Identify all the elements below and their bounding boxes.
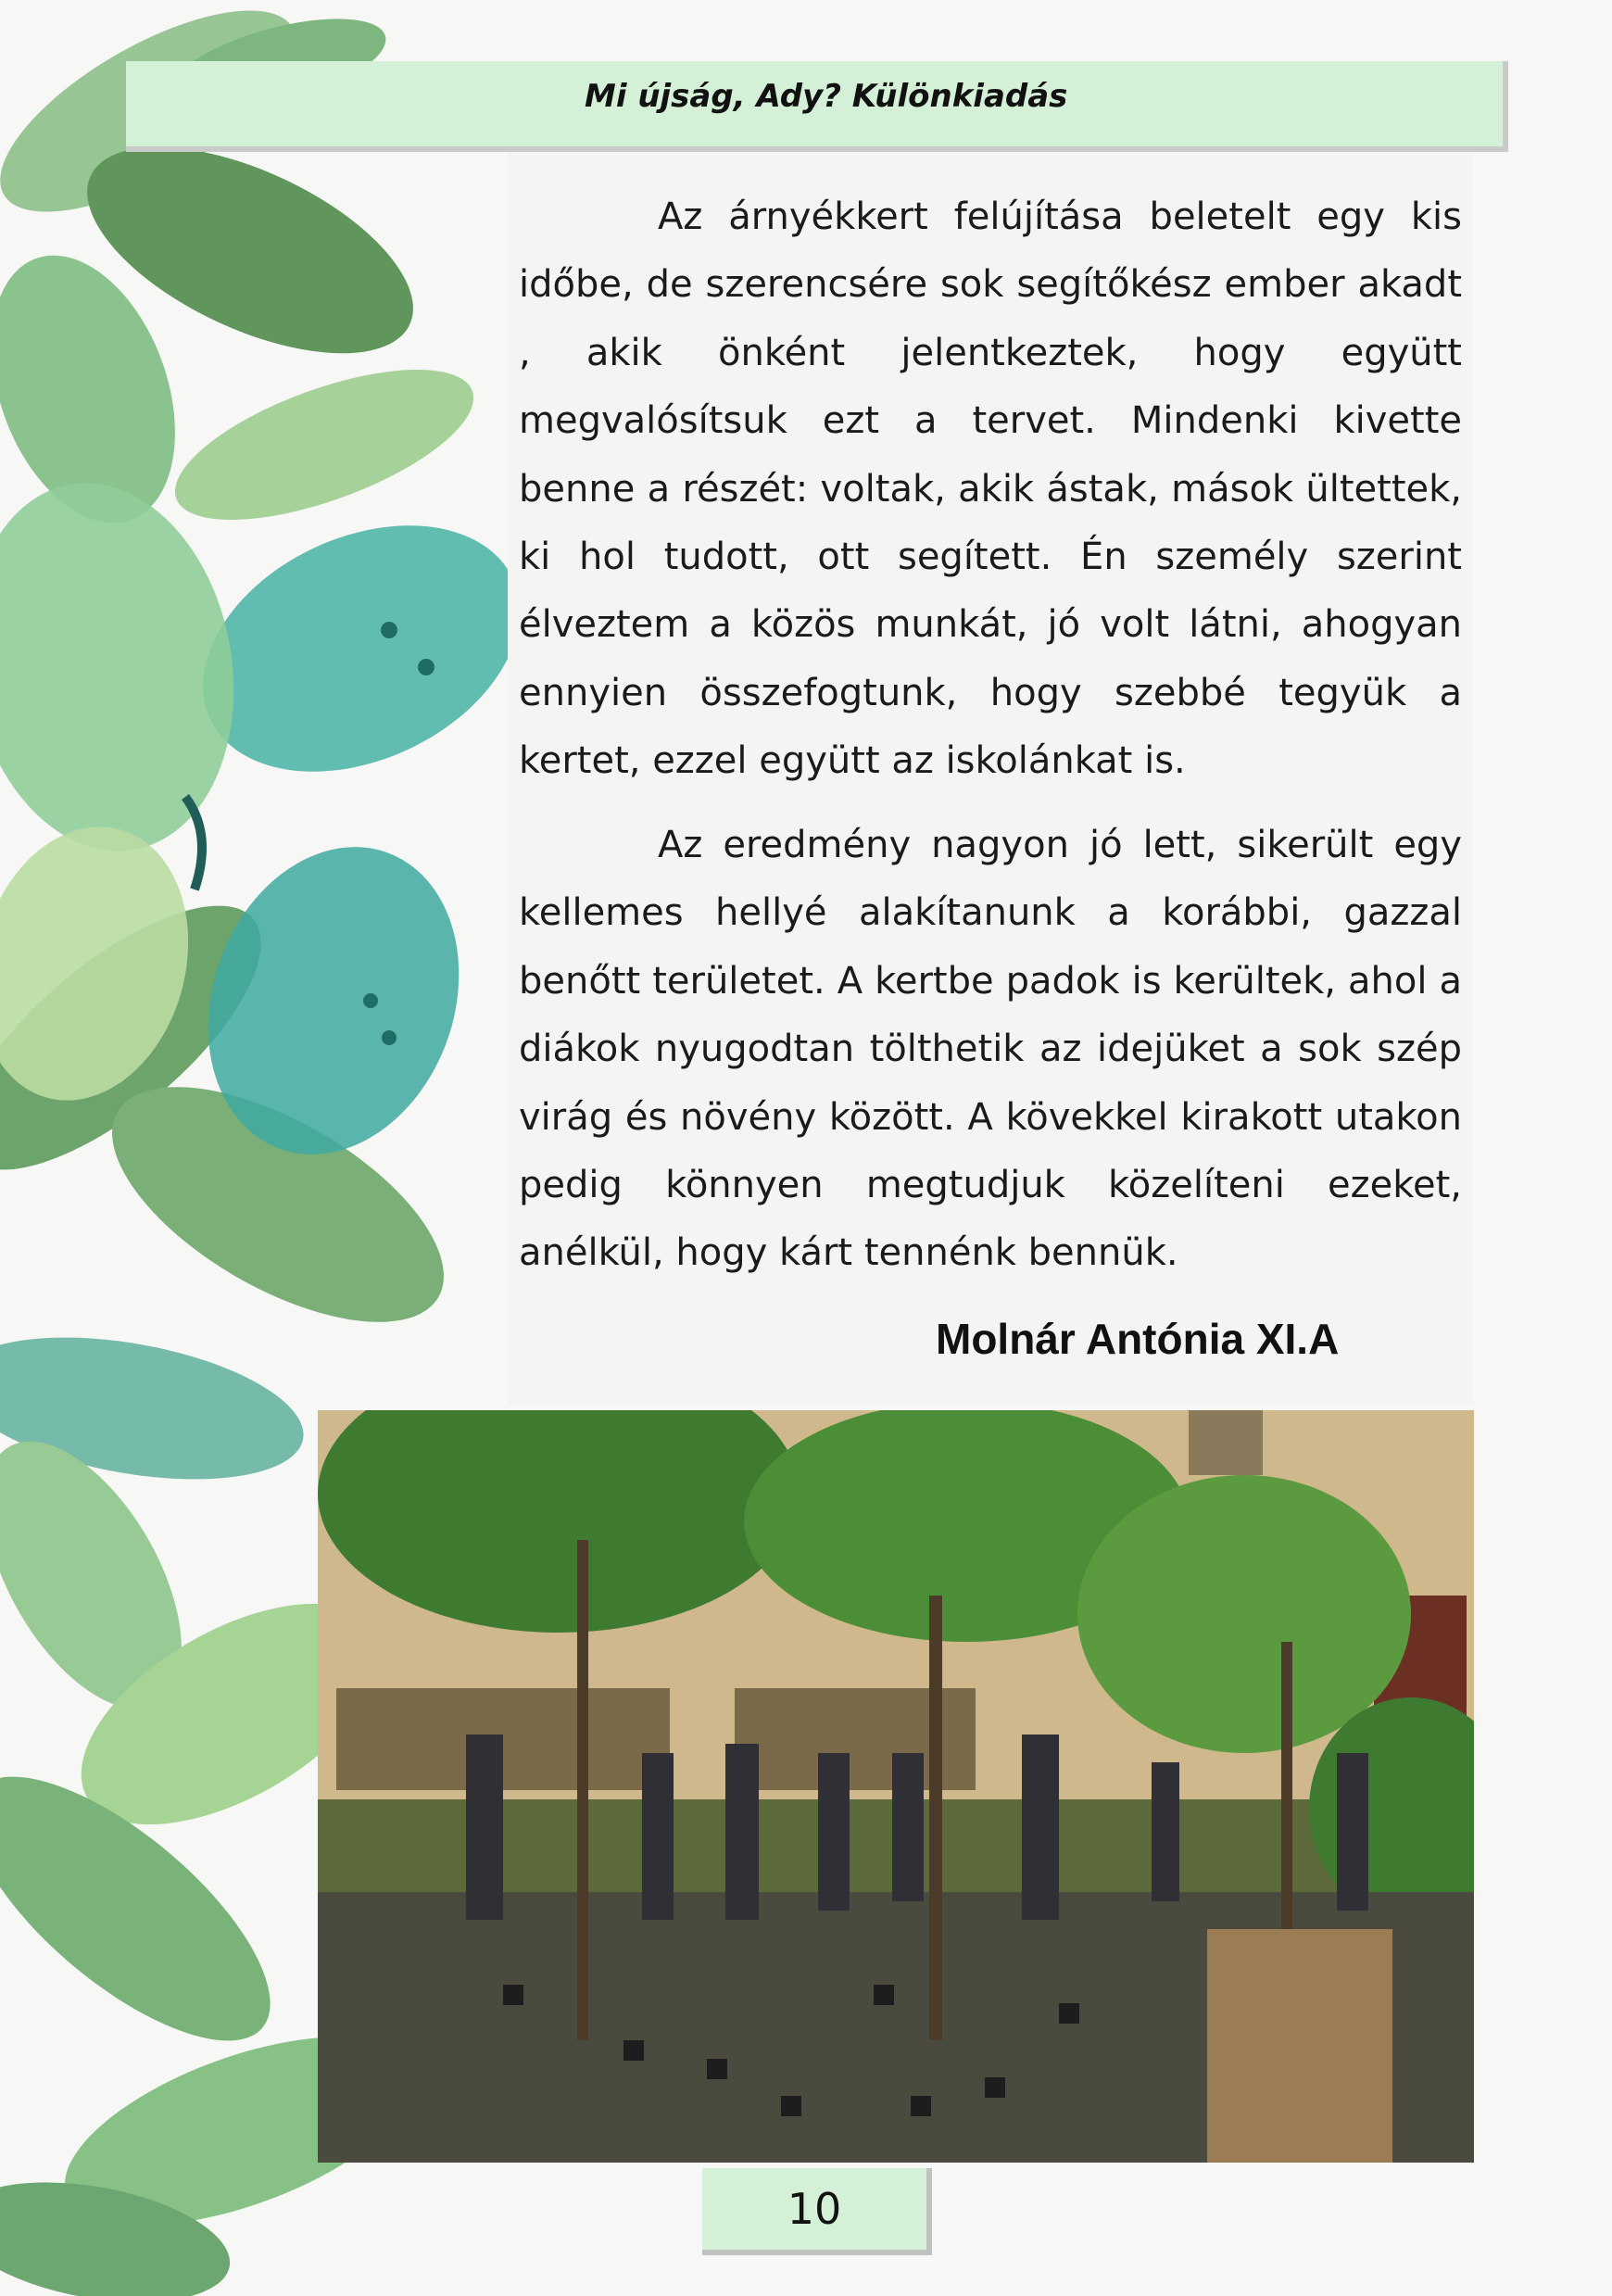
article-paragraph: Az eredmény nagyon jó lett, sikerült egy kellemes hellyé alakítanunk a korábbi, gazzal benőtt területet. A kertbe padok is kerültek, ahol a diákok nyugodtan tölthetik az idejüket a sok szép virág és növény között. A kövekkel kirakott utakon pedig könnyen megtudjuk közelíteni ezeket, anélkül, hogy kárt tennénk bennük. bbox=[519, 824, 1462, 1275]
tree-trunk bbox=[577, 1540, 588, 2040]
author-name: Molnár Antónia XI.A bbox=[936, 1315, 1340, 1363]
butterfly-shape bbox=[0, 462, 519, 1190]
page-number: 10 bbox=[787, 2184, 842, 2234]
garden-photo bbox=[318, 1410, 1474, 2163]
article-paragraph: Az árnyékkert felújítása beletelt egy kis időbe, de szerencsére sok segítőkész ember akadt , akik önként jelentkeztek, hogy együtt megvalósítsuk ezt a tervet. Mindenki kivette benne a részét: voltak, akik ástak, mások ültettek, ki hol tudott, ott segített. Én személy szerint élveztem a közös munkát, jó volt látni, ahogyan ennyien összefogtunk, hogy szebbé tegyük a kertet, ezzel együtt az iskolánkat is. bbox=[519, 196, 1462, 783]
page-number-box bbox=[702, 2168, 932, 2255]
planter-box bbox=[1207, 1929, 1392, 2163]
header-title: Mi újság, Ady? Különkiadás bbox=[585, 78, 1068, 115]
tree-canopy bbox=[1077, 1475, 1411, 1753]
header-bar bbox=[126, 61, 1508, 152]
leaf-shape bbox=[157, 338, 492, 550]
tree-trunk bbox=[929, 1596, 942, 2040]
building-window bbox=[1189, 1410, 1263, 1475]
